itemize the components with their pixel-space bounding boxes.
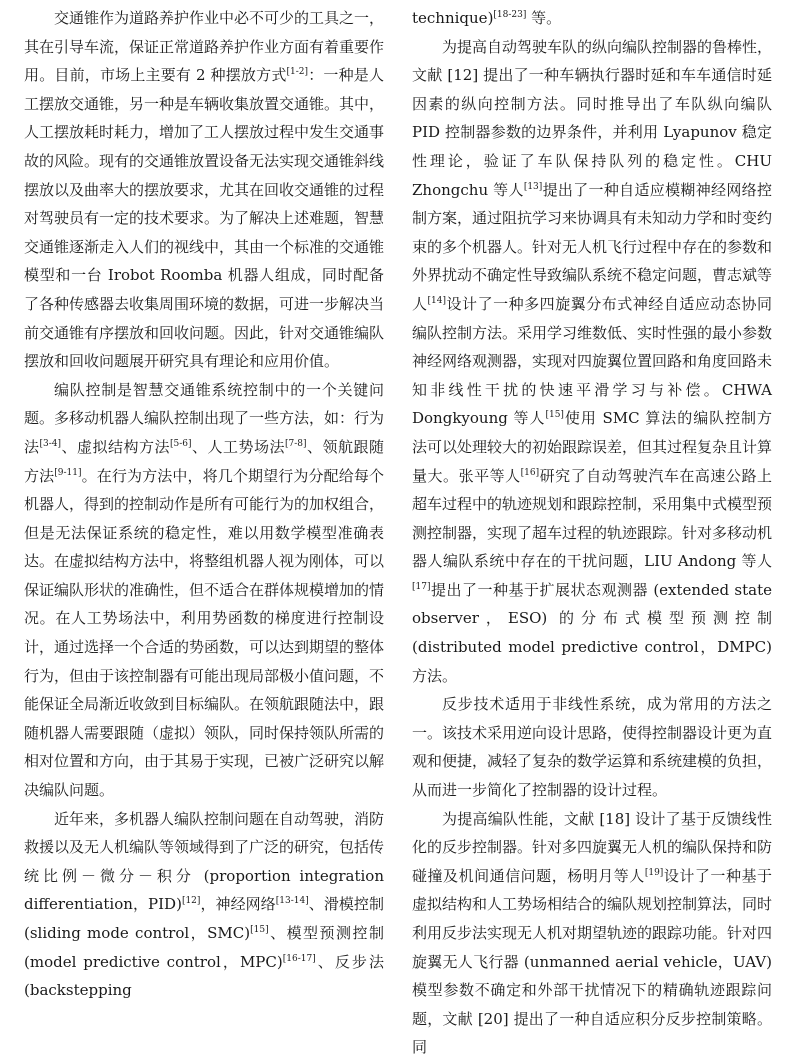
- paragraph-p3: [24, 805, 384, 1005]
- citation-ref: [15]: [250, 925, 269, 935]
- citation-ref: [3-4]: [39, 438, 62, 449]
- text-run: 、模型预测控制 (model predictive control，MPC): [24, 924, 384, 971]
- text-run: 提出了一种自适应模糊神经网络控制方案，通过阻抗学习来协调具有未知动力学和时变约束的多个机器人。针对无人机飞行过程中存在的参数和外界扰动不确定性导致编队系统不稳定问题，曹志斌等人: [412, 180, 773, 313]
- citation-ref: [7-8]: [284, 438, 307, 449]
- citation-ref: [18-23]: [493, 10, 527, 20]
- paragraph-p2: [24, 376, 384, 805]
- citation-ref: [19]: [644, 867, 664, 878]
- text-run: 交通锥作为道路养护作业中必不可少的工具之一，其在引导车流，保证正常道路养护作业方面有着重要作用。目前，市场上主要有 2 种摆放方式: [24, 9, 385, 85]
- right-column: [412, 4, 773, 1057]
- text-run: 、领航跟随方法: [24, 437, 384, 485]
- citation-ref: [16]: [520, 467, 540, 478]
- text-run: 。在行为方法中，将几个期望行为分配给每个机器人，得到的控制动作是所有可能行为的加权组合，但是无法保证系统的稳定性，难以用数学模型准确表达。在虚拟结构方法中，将整组机器人视为刚体，可以保证编队形状的准确性，但不适合在群体规模增加的情况。在人工势场法中，利用势函数的梯度进行控制设计，通过选择一个合适的势函数，可以达到期望的整体行为，但由于该控制器有可能出现局部极小值问题，不能保证全局渐近收敛到目标编队。在领航跟随法中，跟随机器人需要跟随（虚拟）领队，同时保持领队所需的相对位置和方向，由于其易于实现，已被广泛研究以解决编队问题。: [24, 466, 385, 800]
- citation-ref: [12]: [181, 896, 201, 907]
- text-run: 研究了自动驾驶汽车在高速公路上超车过程中的轨迹规划和跟踪控制，采用集中式模型预测控制器，实现了超车过程的轨迹跟踪。针对多移动机器人编队系统中存在的干扰问题，LIU Andong 等人: [412, 466, 773, 571]
- citation-ref: [16-17]: [282, 953, 316, 964]
- text-run: 设计了一种多四旋翼分布式神经自适应动态协同编队控制方法。采用学习维数低、实时性强的最小参数神经网络观测器，实现对四旋翼位置回路和角度回路未知非线性干扰的快速平滑学习与补偿。CHWA Dongkyoung 等人: [412, 294, 773, 428]
- text-run: 提出了一种基于扩展状态观测器 (extended state observer，ESO) 的分布式模型预测控制 (distributed model predictive control，DMPC) 方法。: [412, 580, 772, 685]
- text-run: 等。: [526, 9, 562, 27]
- left-column: [24, 4, 385, 1000]
- citation-ref: [17]: [412, 581, 431, 592]
- paragraph-p5: [412, 33, 772, 691]
- text-run: 设计了一种基于虚拟结构和人工势场相结合的编队规划控制算法，同时利用反步法实现无人机对期望轨迹的跟踪功能。针对四旋翼无人飞行器 (unmanned aerial vehicle，UAV) 模型参数不确定和外部干扰情况下的精确轨迹跟踪问题，文献 [20] 提出了一种自适应积分反步控制策略。同: [412, 866, 773, 1057]
- text-run: 使用 SMC 算法的编队控制方法可以处理较大的初始跟踪误差，但其过程复杂且计算量大。张平等人: [412, 409, 773, 485]
- text-run: 、滑模控制 (sliding mode control，SMC): [24, 895, 384, 942]
- text-run: 近年来，多机器人编队控制问题在自动驾驶，消防救援以及无人机编队等领域得到了广泛的研究，包括传统比例－微分－积分 (proportion integration differentiation，PID): [24, 809, 385, 914]
- citation-ref: [14]: [427, 295, 447, 306]
- text-run: 为提高自动驾驶车队的纵向编队控制器的鲁棒性，文献 [12] 提出了一种车辆执行器时延和车车通信时延因素的纵向控制方法。同时推导出了车队纵向编队 PID 控制器参数的边界条件，并利用 Lyapunov 稳定性理论，验证了车队保持队列的稳定性。CHU Zhongchu 等人: [412, 37, 773, 199]
- text-run: ，神经网络: [200, 895, 276, 914]
- citation-ref: [13-14]: [275, 896, 309, 907]
- paragraph-p6: [412, 690, 772, 804]
- text-run: 、虚拟结构方法: [61, 437, 170, 456]
- paragraph-p4: [412, 4, 772, 33]
- citation-ref: [5-6]: [169, 438, 192, 449]
- text-run: technique): [412, 9, 494, 27]
- text-run: ：一种是人工摆放交通锥，另一种是车辆收集放置交通锥。其中，人工摆放耗时耗力，增加了工人摆放过程中发生交通事故的风险。现有的交通锥放置设备无法实现交通锥斜线摆放以及曲率大的摆放要求，尤其在回收交通锥的过程对驾驶员有一定的技术要求。为了解决上述难题，智慧交通锥逐渐走入人们的视线中，其由一个标准的交通锥模型和一台 Irobot Roomba 机器人组成，同时配备了各种传感器去收集周围环境的数据，可进一步解决当前交通锥有序摆放和回收问题。因此，针对交通锥编队摆放和回收问题展开研究具有理论和应用价值。: [24, 66, 385, 371]
- citation-ref: [15]: [545, 410, 564, 421]
- paragraph-p7: [412, 805, 772, 1062]
- text-run: 为提高编队性能，文献 [18] 设计了基于反馈线性化的反步控制器。针对多四旋翼无人机的编队保持和防碰撞及机间通信问题，杨明月等人: [412, 809, 773, 885]
- citation-ref: [13]: [523, 181, 543, 192]
- text-run: 编队控制是智慧交通锥系统控制中的一个关键问题。多移动机器人编队控制出现了一些方法，如：行为法: [24, 380, 385, 456]
- citation-ref: [9-11]: [54, 467, 82, 478]
- paragraph-p1: [24, 4, 384, 376]
- text-run: 、反步法 (backstepping: [24, 952, 384, 1000]
- citation-ref: [1-2]: [286, 67, 309, 78]
- text-run: 反步技术适用于非线性系统，成为常用的方法之一。该技术采用逆向设计思路，使得控制器设计更为直观和便捷，减轻了复杂的数学运算和系统建模的负担，从而进一步简化了控制器的设计过程。: [412, 695, 773, 800]
- text-run: 、人工势场法: [191, 437, 285, 456]
